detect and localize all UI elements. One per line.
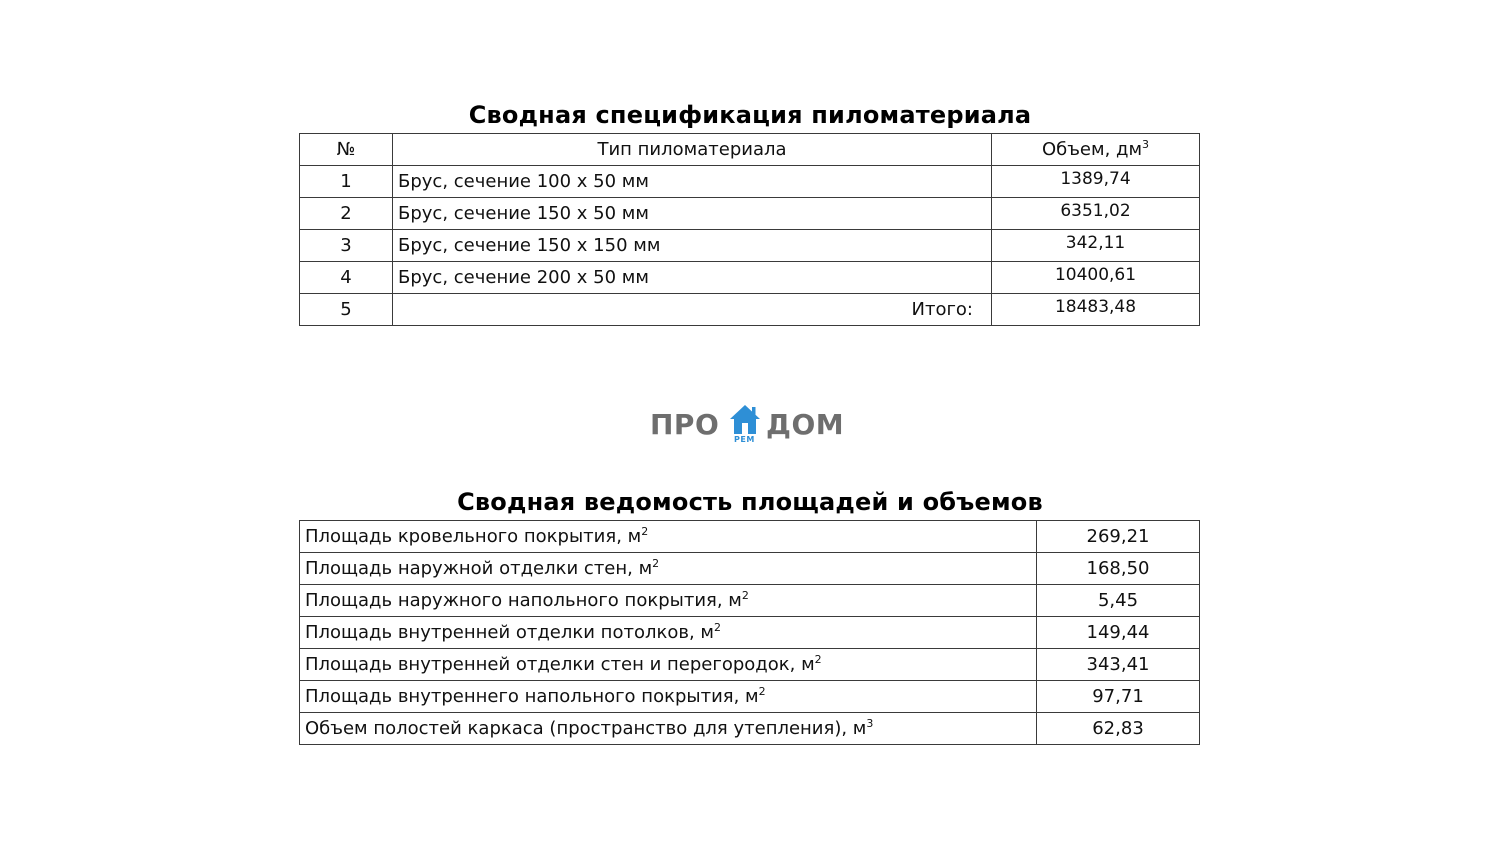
summary-label-text: Площадь внутренней отделки стен и перегородок, м	[305, 654, 815, 675]
spec-row-volume: 10400,61	[992, 262, 1200, 294]
summary-row-value: 269,21	[1037, 521, 1200, 553]
spec-header-num: №	[300, 134, 393, 166]
spec-row-num: 3	[300, 230, 393, 262]
summary-label-text: Площадь кровельного покрытия, м	[305, 526, 642, 547]
spec-total-num: 5	[300, 294, 393, 326]
table-row	[300, 617, 1200, 649]
summary-row-label	[300, 553, 1037, 585]
summary-row-value: 149,44	[1037, 617, 1200, 649]
summary-label-text: Площадь внутренней отделки потолков, м	[305, 622, 714, 643]
spec-row-num: 1	[300, 166, 393, 198]
table-row	[300, 166, 1200, 198]
summary-row-label	[300, 649, 1037, 681]
prodom-logo	[650, 404, 850, 448]
table-row	[300, 230, 1200, 262]
summary-row-label	[300, 521, 1037, 553]
summary-unit-sup: 2	[652, 557, 660, 570]
summary-label-text: Площадь внутреннего напольного покрытия, м	[305, 686, 759, 707]
summary-row-value: 168,50	[1037, 553, 1200, 585]
summary-title: Сводная ведомость площадей и объемов	[457, 488, 1043, 516]
table-row	[300, 649, 1200, 681]
spec-row-num: 2	[300, 198, 393, 230]
summary-label-text: Объем полостей каркаса (пространство для утепления), м	[305, 718, 867, 739]
table-row	[300, 585, 1200, 617]
summary-label-text: Площадь наружного напольного покрытия, м	[305, 590, 742, 611]
summary-unit-sup: 2	[758, 685, 766, 698]
summary-row-value: 97,71	[1037, 681, 1200, 713]
summary-row-label	[300, 585, 1037, 617]
house-icon	[729, 404, 761, 436]
summary-row-label	[300, 617, 1037, 649]
spec-header-volume-sup: 3	[1142, 138, 1150, 151]
summary-row-label	[300, 713, 1037, 745]
spec-row-type: Брус, сечение 200 х 50 мм	[393, 262, 992, 294]
spec-row-volume: 342,11	[992, 230, 1200, 262]
summary-row-value: 343,41	[1037, 649, 1200, 681]
spec-total-label: Итого:	[393, 294, 992, 326]
spec-title: Сводная спецификация пиломатериала	[468, 101, 1032, 129]
summary-table	[299, 520, 1200, 745]
summary-row-value: 62,83	[1037, 713, 1200, 745]
spec-header-row	[300, 134, 1200, 166]
table-row	[300, 713, 1200, 745]
spec-header-volume	[992, 134, 1200, 166]
summary-unit-sup: 2	[814, 653, 822, 666]
summary-unit-sup: 2	[641, 525, 649, 538]
logo-subtext: РЕМ	[734, 435, 755, 444]
summary-row-label	[300, 681, 1037, 713]
spec-total-volume: 18483,48	[992, 294, 1200, 326]
table-row	[300, 553, 1200, 585]
spec-header-volume-label: Объем, дм	[1041, 139, 1143, 160]
spec-table	[299, 133, 1200, 326]
logo-text-left: ПРО	[650, 408, 720, 441]
spec-row-type: Брус, сечение 100 х 50 мм	[393, 166, 992, 198]
table-row	[300, 681, 1200, 713]
table-row	[300, 521, 1200, 553]
spec-row-volume: 6351,02	[992, 198, 1200, 230]
spec-row-volume: 1389,74	[992, 166, 1200, 198]
summary-row-value: 5,45	[1037, 585, 1200, 617]
summary-unit-sup: 3	[866, 717, 874, 730]
spec-row-type: Брус, сечение 150 х 150 мм	[393, 230, 992, 262]
logo-text-right: ДОМ	[766, 408, 845, 441]
table-row	[300, 262, 1200, 294]
spec-row-num: 4	[300, 262, 393, 294]
summary-unit-sup: 2	[713, 621, 721, 634]
summary-unit-sup: 2	[741, 589, 749, 602]
summary-label-text: Площадь наружной отделки стен, м	[305, 558, 653, 579]
spec-header-type: Тип пиломатериала	[393, 134, 992, 166]
spec-row-type: Брус, сечение 150 х 50 мм	[393, 198, 992, 230]
table-row	[300, 198, 1200, 230]
spec-total-row	[300, 294, 1200, 326]
